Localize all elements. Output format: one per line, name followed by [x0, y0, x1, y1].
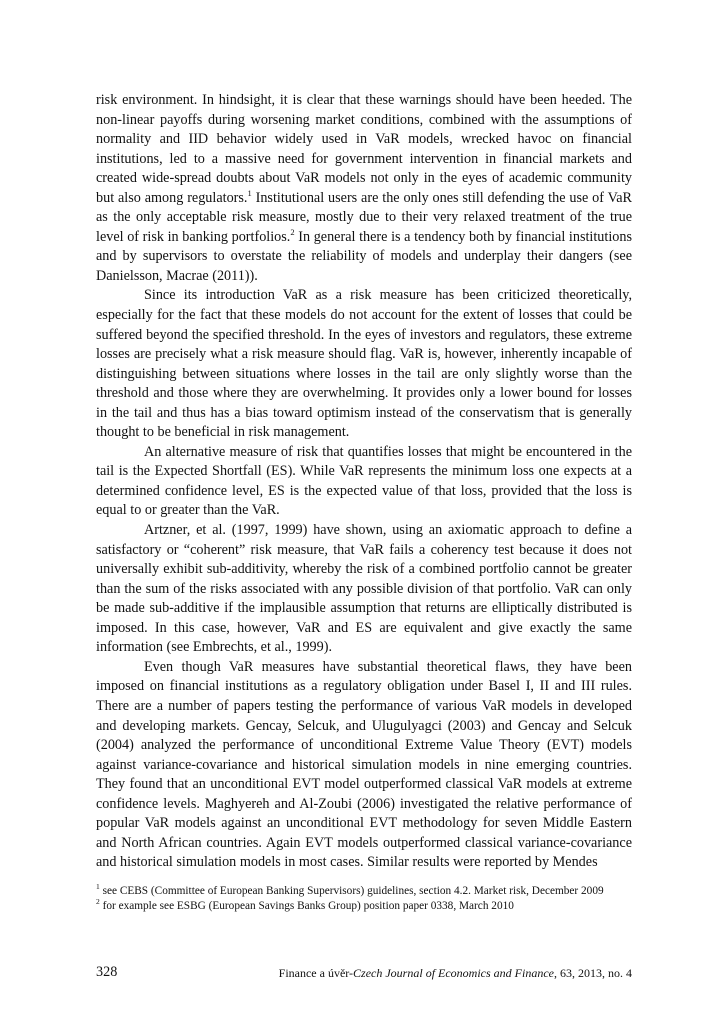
paragraph-text: Since its introduction VaR as a risk measure has been criticized theoretically, especially for the fact that these models do not account for the extent of losses that could be suffered beyond the specified threshold. In the eyes of investors and regulators, these extreme losses are precisely what a risk measure should flag. VaR is, however, inherently incapable of distinguishing between situations where losses in the tail are only slightly worse than the threshold and those where they are overwhelming. It provides only a lower bound for losses in the tail and thus has a bias toward optimism instead of the conservatism that is generally thought to be beneficial in risk management.	[96, 287, 632, 441]
body-text	[96, 91, 632, 873]
footnote	[96, 884, 632, 899]
footnote-text: for example see ESBG (European Savings Banks Group) position paper 0338, March 2010	[99, 899, 514, 912]
paragraph	[96, 286, 632, 442]
journal-prefix: Finance a úvěr-	[278, 966, 354, 980]
footnote-text: see CEBS (Committee of European Banking Supervisors) guidelines, section 4.2. Market risk, December 2009	[99, 885, 604, 897]
page-number: 328	[96, 964, 118, 980]
running-footer	[256, 964, 632, 982]
footnote	[96, 896, 632, 914]
paragraph	[96, 521, 632, 658]
paragraph-text: In general there is a tendency both by financial institutions and by supervisors to overstate the reliability of models and underplay their dangers (see Danielsson, Macrae (2011)).	[96, 228, 632, 284]
footnote-marker: 2	[290, 226, 295, 237]
paragraph-text: Even though VaR measures have substantial theoretical flaws, they have been imposed on financial institutions as a regulatory obligation under Basel I, II and III rules. There are a number of papers testing the performance of various VaR models in developed and developing markets. Gencay, Selcuk, and Ulugulyagci (2003) and Gencay and Selcuk (2004) analyzed the performance of unconditional Extreme Value Theory (EVT) models against variance-covariance and historical simulation models in nine emerging countries. They found that an unconditional EVT model outperformed classical VaR models at extreme confidence levels. Maghyereh and Al-Zoubi (2006) investigated the relative performance of popular VaR models against an unconditional EVT methodology for seven Middle Eastern and North African countries. Again EVT models outperformed classical variance-covariance and historical simulation models in most cases. Similar results were reported by Mendes	[96, 658, 632, 871]
paragraph-text: Artzner, et al. (1997, 1999) have shown, using an axiomatic approach to define a satisfactory or “coherent” risk measure, that VaR fails a coherency test because it does not universally exhibit sub-additivity, whereby the risk of a combined portfolio cannot be greater than the sum of the risks associated with any possible division of that portfolio. VaR can only be made sub-additive if the implausible assumption that returns are elliptically distributed is imposed. In this case, however, VaR and ES are equivalent and give exactly the same information (see Embrechts, et al., 1999).	[96, 522, 632, 656]
footnotes	[96, 884, 632, 913]
footnote-number: 2	[96, 896, 100, 906]
journal-title: Czech Journal of Economics and Finance	[353, 966, 554, 980]
paragraph	[96, 443, 632, 521]
paragraph-text: risk environment. In hindsight, it is clear that these warnings should have been heeded. The non-linear payoffs during worsening market conditions, combined with the assumptions of normality and IID behavior widely used in VaR models, wrecked havoc on financial institutions, led to a massive need for government intervention in financial markets and created wide-spread doubts about VaR models not only in the eyes of academic community but also among regulators.	[96, 92, 632, 206]
footnote-marker: 1	[247, 187, 252, 198]
paragraph-text: An alternative measure of risk that quantifies losses that might be encountered in the tail is the Expected Shortfall (ES). While VaR represents the minimum loss one expects at a determined confidence level, ES is the expected value of that loss, provided that the loss is equal to or greater than the VaR.	[96, 443, 632, 519]
footnote-number: 1	[96, 882, 100, 891]
paragraph	[96, 658, 632, 873]
paragraph	[96, 91, 632, 286]
journal-issue: , 63, 2013, no. 4	[554, 966, 632, 980]
paragraph-text: Institutional users are the only ones still defending the use of VaR as the only acceptable risk measure, mostly due to their very relaxed treatment of the true level of risk in banking portfolios.	[96, 189, 632, 245]
